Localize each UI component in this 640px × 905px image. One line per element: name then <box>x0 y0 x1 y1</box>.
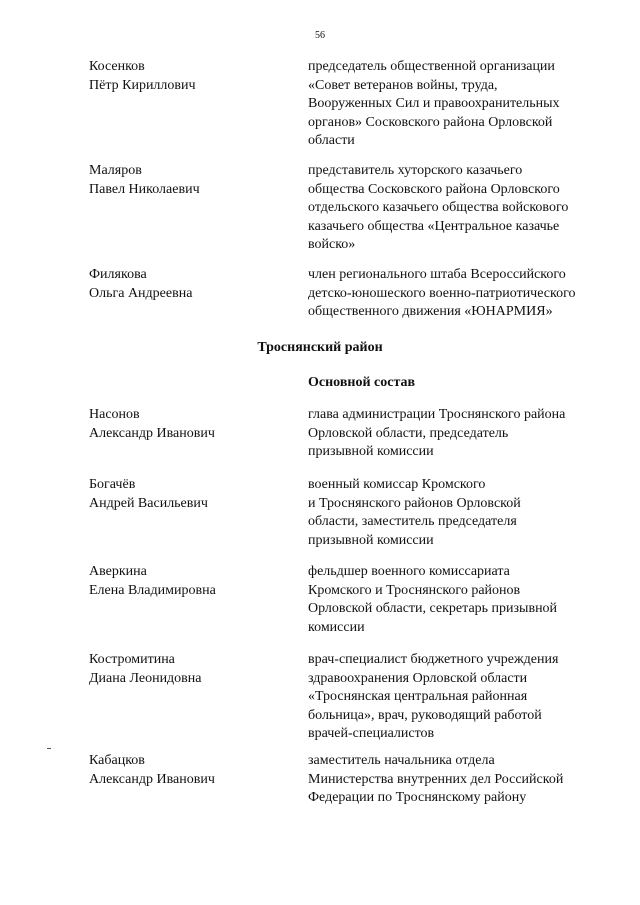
description-line: фельдшер военного комиссариата <box>308 564 510 579</box>
member-description <box>308 651 618 744</box>
description-line: Вооруженных Сил и правоохранительных <box>308 96 560 111</box>
description-line: казачьего общества «Центральное казачье <box>308 218 560 234</box>
member-name <box>89 58 289 95</box>
description-line: член регионального штаба Всероссийского <box>308 267 566 282</box>
description-line: глава администрации Троснянского района <box>308 407 566 422</box>
description-line: органов» Сосковского района Орловской <box>308 114 553 130</box>
description-line: призывной комиссии <box>308 444 434 459</box>
description-line: врач-специалист бюджетного учреждения <box>308 652 559 667</box>
description-line: больница», врач, руководящий работой <box>308 707 542 723</box>
description-line: Министерства внутренних дел Российской <box>308 771 564 787</box>
description-line: Орловской области, секретарь призывной <box>308 601 558 616</box>
name-line: Костромитина <box>89 652 175 667</box>
description-line: общественного движения «ЮНАРМИЯ» <box>308 304 553 319</box>
name-line: Кабацков <box>89 753 145 768</box>
name-line: Маляров <box>89 163 142 178</box>
subsection-heading: Основной состав <box>308 375 416 390</box>
member-name <box>89 563 289 600</box>
section-heading: Троснянский район <box>257 340 383 355</box>
description-line: области <box>308 133 355 148</box>
name-line: Елена Владимировна <box>89 582 216 598</box>
description-line: Кромского и Троснянского районов <box>308 582 521 598</box>
description-line: комиссии <box>308 619 365 635</box>
description-line: и Троснянского районов Орловской <box>308 495 521 511</box>
name-line: Павел Николаевич <box>89 181 200 197</box>
description-line: «Совет ветеранов войны, труда, <box>308 77 498 93</box>
description-line: представитель хуторского казачьего <box>308 163 523 178</box>
description-line: Федерации по Троснянскому району <box>308 790 527 805</box>
member-description <box>308 406 618 462</box>
description-line: детско-юношеского военно-патриотического <box>308 285 576 301</box>
name-line: Пётр Кириллович <box>89 77 196 93</box>
description-line: войско» <box>308 237 356 252</box>
description-line: врачей-специалистов <box>308 726 435 741</box>
description-line: здравоохранения Орловской области <box>308 670 528 686</box>
member-description <box>308 563 618 637</box>
member-name <box>89 162 289 199</box>
member-description <box>308 266 618 322</box>
name-line: Ольга Андреевна <box>89 285 193 301</box>
member-name <box>89 476 289 513</box>
margin-mark <box>47 748 51 749</box>
description-line: области, заместитель председателя <box>308 514 517 529</box>
member-description <box>308 476 618 550</box>
name-line: Александр Иванович <box>89 425 215 441</box>
member-name <box>89 266 289 303</box>
description-line: председатель общественной организации <box>308 59 555 74</box>
member-name <box>89 651 289 688</box>
name-line: Александр Иванович <box>89 771 215 787</box>
description-line: Орловской области, председатель <box>308 425 509 441</box>
description-line: отдельского казачьего общества войскового <box>308 200 569 215</box>
name-line: Аверкина <box>89 564 147 579</box>
name-line: Насонов <box>89 407 140 422</box>
member-name <box>89 752 289 789</box>
description-line: «Троснянская центральная районная <box>308 689 528 704</box>
page-number: 56 <box>315 30 325 41</box>
description-line: призывной комиссии <box>308 532 434 548</box>
name-line: Андрей Васильевич <box>89 495 208 511</box>
member-description <box>308 58 618 151</box>
name-line: Богачёв <box>89 477 136 492</box>
description-line: общества Сосковского района Орловского <box>308 181 560 197</box>
member-description <box>308 162 618 255</box>
description-line: военный комиссар Кромского <box>308 477 486 492</box>
name-line: Филякова <box>89 267 147 282</box>
name-line: Косенков <box>89 59 145 74</box>
member-name <box>89 406 289 443</box>
name-line: Диана Леонидовна <box>89 670 202 686</box>
member-description <box>308 752 618 808</box>
description-line: заместитель начальника отдела <box>308 753 495 768</box>
